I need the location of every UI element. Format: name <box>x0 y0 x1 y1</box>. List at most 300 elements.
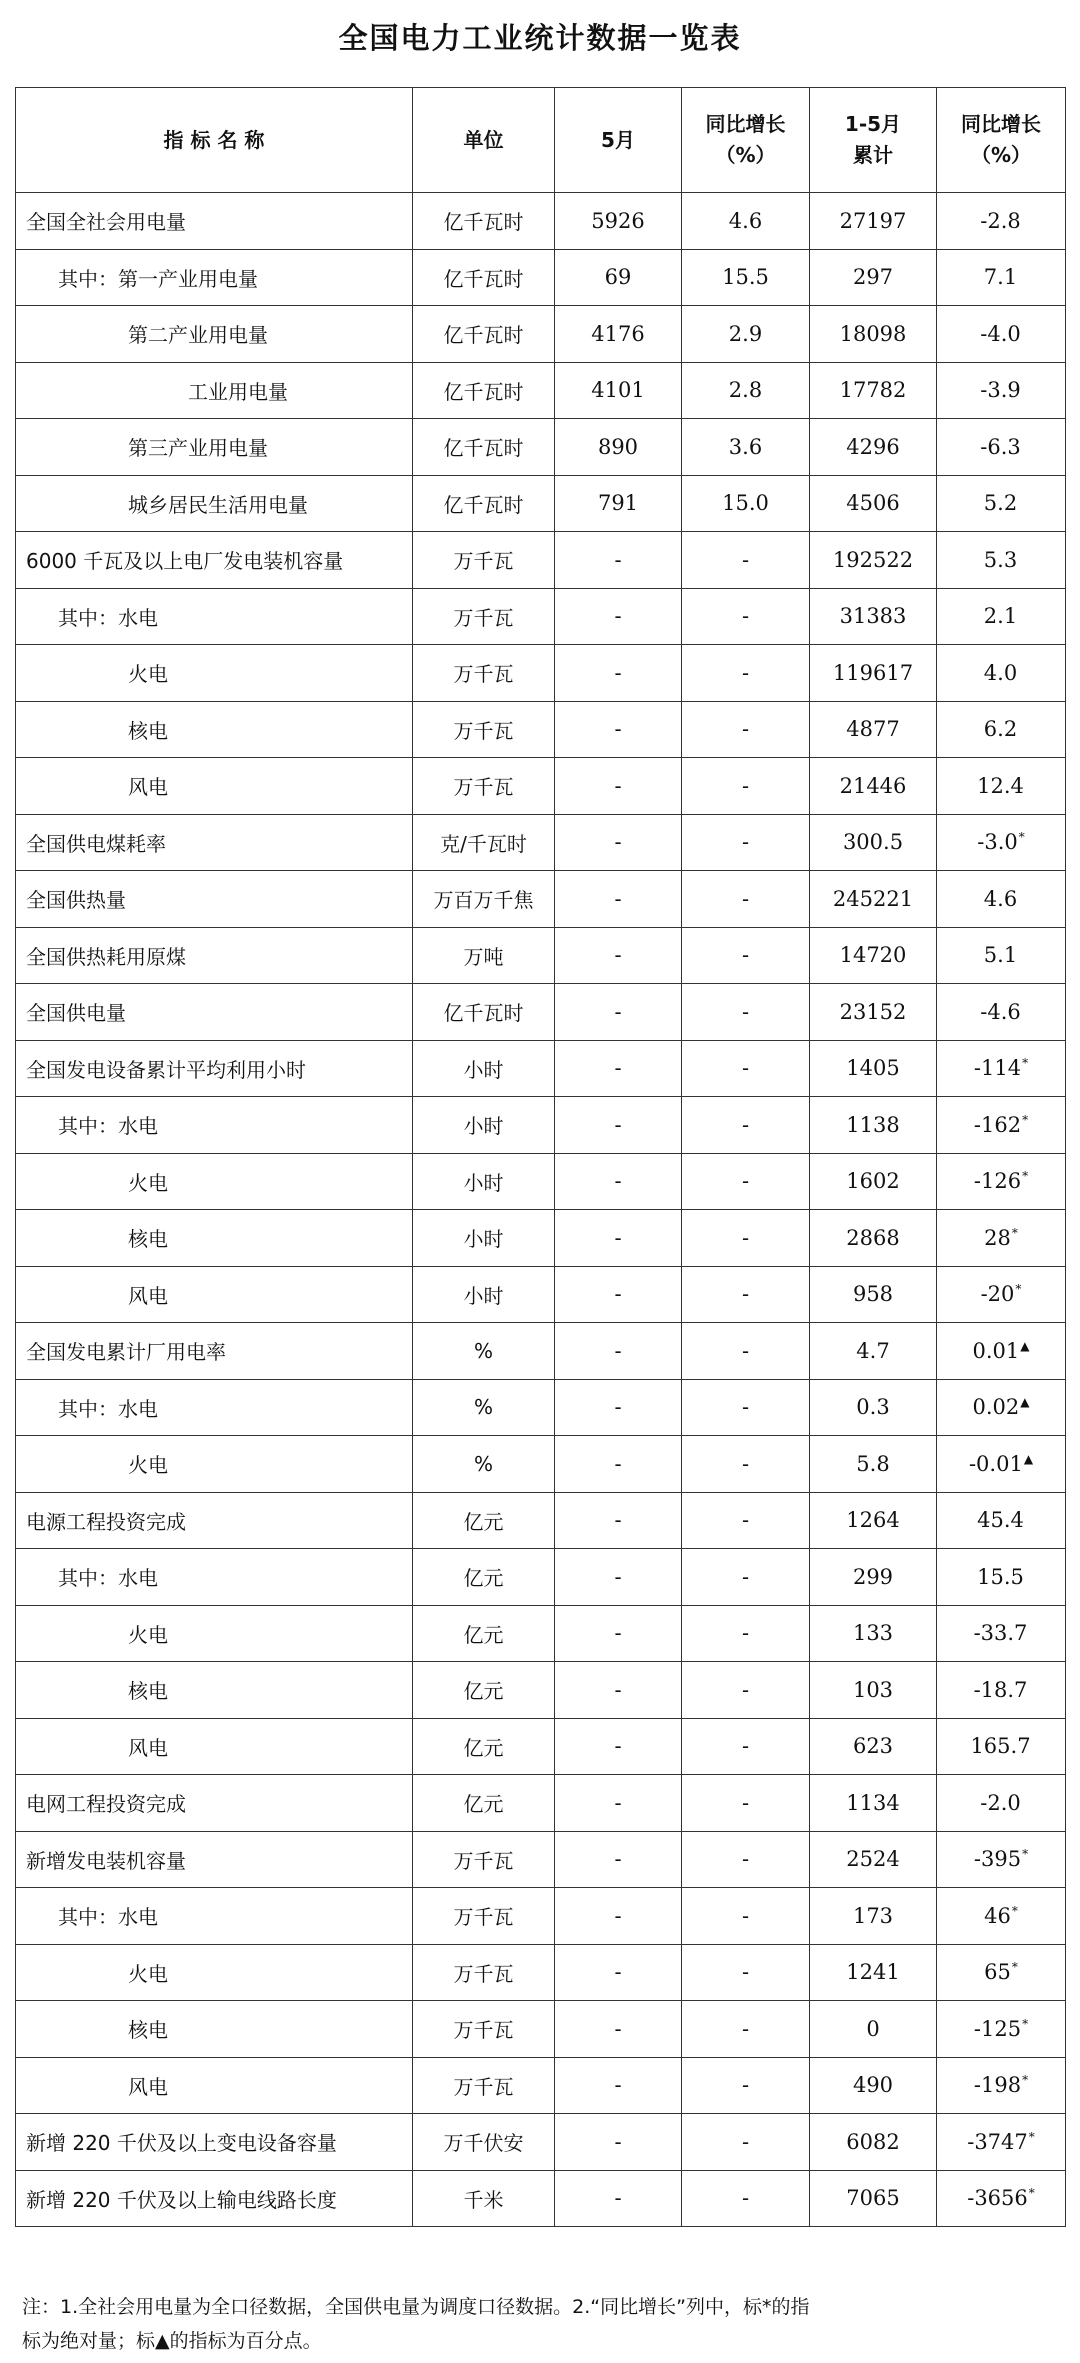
cell-indicator-name-text: 火电 <box>128 1453 168 1478</box>
cell-unit <box>413 1775 555 1832</box>
cell-ytd-yoy-text: -20 <box>980 1282 1015 1307</box>
cell-may-value-text: - <box>614 1338 622 1363</box>
cell-unit-text: 万千瓦 <box>453 775 514 800</box>
cell-indicator-name <box>16 1323 413 1380</box>
cell-ytd-value <box>810 1605 937 1662</box>
cell-indicator-name-text: 火电 <box>128 1622 168 1647</box>
cell-may-yoy-text: - <box>741 830 750 855</box>
cell-indicator-name <box>16 1718 413 1775</box>
cell-indicator-name <box>16 1097 413 1154</box>
cell-indicator-name-text: 新增 220 千伏及以上输电线路长度 <box>26 2187 337 2212</box>
cell-indicator-name-text: 风电 <box>128 1735 168 1760</box>
cell-may-yoy-text: - <box>741 2073 750 2098</box>
cell-unit-text: 万千瓦 <box>453 605 514 630</box>
cell-unit <box>413 306 555 363</box>
cell-ytd-yoy-text: -3.9 <box>980 378 1021 403</box>
cell-unit <box>413 1662 555 1719</box>
cell-ytd-value-text: 1241 <box>846 1960 900 1985</box>
cell-may-yoy-text: 15.0 <box>722 491 769 516</box>
cell-unit <box>413 1153 555 1210</box>
cell-may-value-text: - <box>614 604 622 629</box>
table-row <box>16 1153 1066 1210</box>
cell-ytd-value <box>810 1040 937 1097</box>
cell-ytd-yoy <box>937 1266 1066 1323</box>
cell-indicator-name <box>16 645 413 702</box>
cell-may-yoy <box>682 2057 810 2114</box>
cell-indicator-name-text: 全国供热耗用原煤 <box>26 944 186 969</box>
cell-ytd-value <box>810 1266 937 1323</box>
cell-may-value <box>555 1210 682 1267</box>
page-title: 全国电力工业统计数据一览表 <box>338 21 742 55</box>
cell-ytd-yoy-text: -395 <box>973 1847 1022 1872</box>
table-row <box>16 1097 1066 1154</box>
cell-may-yoy <box>682 1775 810 1832</box>
cell-may-value-text: - <box>614 1621 622 1646</box>
cell-may-value-text: - <box>614 1056 622 1081</box>
cell-may-yoy <box>682 1718 810 1775</box>
cell-may-value-text: - <box>614 1508 622 1533</box>
cell-unit-text: 亿元 <box>463 1509 504 1534</box>
cell-ytd-value-text: 7065 <box>846 2186 900 2211</box>
cell-may-yoy <box>682 2170 810 2227</box>
cell-ytd-value-text: 0 <box>866 2016 880 2041</box>
cell-ytd-yoy <box>937 1436 1066 1493</box>
cell-may-yoy-text: 4.6 <box>728 208 763 233</box>
cell-indicator-name <box>16 532 413 589</box>
table-row <box>16 758 1066 815</box>
cell-may-value-text: - <box>614 1451 622 1476</box>
cell-indicator-name <box>16 2057 413 2114</box>
cell-unit <box>413 871 555 928</box>
cell-ytd-yoy <box>937 475 1066 532</box>
footnote-mark: * <box>1022 1169 1029 1184</box>
cell-may-yoy <box>682 701 810 758</box>
footnote-mark: * <box>1011 1225 1018 1240</box>
table-row <box>16 588 1066 645</box>
cell-unit <box>413 1944 555 2001</box>
cell-may-yoy-text: - <box>741 1903 750 1928</box>
cell-ytd-value-text: 490 <box>852 2073 894 2098</box>
table-row <box>16 1379 1066 1436</box>
cell-indicator-name-text: 第二产业用电量 <box>128 323 268 348</box>
table-row <box>16 871 1066 928</box>
cell-may-value-text: - <box>614 773 622 798</box>
cell-may-value <box>555 249 682 306</box>
cell-unit-text: 亿千瓦时 <box>443 492 524 517</box>
cell-may-value <box>555 1492 682 1549</box>
cell-may-value-text: 890 <box>597 434 639 459</box>
cell-may-value <box>555 814 682 871</box>
cell-may-value-text: - <box>614 2186 622 2211</box>
cell-may-yoy-text: - <box>741 1847 750 1872</box>
cell-ytd-value <box>810 1888 937 1945</box>
cell-unit-text: 亿千瓦时 <box>443 323 524 348</box>
cell-may-value-text: - <box>614 999 622 1024</box>
cell-ytd-yoy-text: -3747 <box>967 2129 1028 2154</box>
cell-may-value <box>555 1605 682 1662</box>
table-row <box>16 1549 1066 1606</box>
cell-ytd-value <box>810 814 937 871</box>
cell-ytd-value <box>810 871 937 928</box>
cell-ytd-yoy <box>937 1492 1066 1549</box>
cell-unit <box>413 588 555 645</box>
cell-indicator-name <box>16 2170 413 2227</box>
cell-indicator-name-text: 电源工程投资完成 <box>26 1509 186 1534</box>
cell-may-value-text: - <box>614 943 622 968</box>
cell-ytd-value-text: 958 <box>852 1282 894 1307</box>
cell-unit-text: 万千瓦 <box>453 1961 514 1986</box>
cell-may-value <box>555 701 682 758</box>
cell-ytd-value-text: 18098 <box>839 321 907 346</box>
cell-may-value <box>555 1718 682 1775</box>
cell-indicator-name-text: 新增发电装机容量 <box>26 1848 186 1873</box>
cell-indicator-name <box>16 927 413 984</box>
cell-indicator-name <box>16 419 413 476</box>
cell-may-yoy-text: - <box>741 999 750 1024</box>
table-row <box>16 419 1066 476</box>
cell-unit <box>413 984 555 1041</box>
cell-may-value <box>555 645 682 702</box>
cell-ytd-value <box>810 984 937 1041</box>
cell-may-yoy <box>682 1379 810 1436</box>
table-row <box>16 1888 1066 1945</box>
cell-unit-text: 万吨 <box>463 944 504 969</box>
cell-ytd-value <box>810 362 937 419</box>
cell-may-value <box>555 1549 682 1606</box>
cell-may-yoy-text: - <box>741 660 750 685</box>
cell-may-value-text: - <box>614 1395 622 1420</box>
cell-ytd-value <box>810 758 937 815</box>
cell-indicator-name <box>16 1775 413 1832</box>
cell-indicator-name-text: 全国供热量 <box>26 888 126 913</box>
cell-may-value-text: - <box>614 1282 622 1307</box>
cell-indicator-name <box>16 1944 413 2001</box>
cell-indicator-name-text: 全国供电煤耗率 <box>26 831 166 856</box>
cell-indicator-name <box>16 758 413 815</box>
cell-ytd-yoy-text: 0.01 <box>972 1338 1020 1363</box>
cell-indicator-name <box>16 871 413 928</box>
cell-ytd-value <box>810 1210 937 1267</box>
cell-ytd-yoy-text: 2.1 <box>983 604 1018 629</box>
table-row <box>16 814 1066 871</box>
cell-ytd-yoy-text: 12.4 <box>977 773 1024 798</box>
cell-may-value <box>555 2170 682 2227</box>
cell-may-yoy <box>682 193 810 250</box>
cell-ytd-yoy-text: 6.2 <box>983 717 1018 742</box>
cell-ytd-yoy <box>937 1379 1066 1436</box>
cell-unit <box>413 1549 555 1606</box>
cell-unit-text: 万千瓦 <box>453 662 514 687</box>
cell-may-yoy <box>682 362 810 419</box>
cell-ytd-yoy-text: 46 <box>984 1903 1011 1928</box>
table-row <box>16 1831 1066 1888</box>
table-row <box>16 1210 1066 1267</box>
cell-unit <box>413 701 555 758</box>
cell-ytd-yoy <box>937 193 1066 250</box>
cell-may-value-text: - <box>614 886 622 911</box>
cell-unit-text: 千米 <box>463 2187 504 2212</box>
cell-unit-text: 亿元 <box>463 1679 504 1704</box>
cell-may-value-text: - <box>614 1790 622 1815</box>
cell-may-yoy <box>682 1436 810 1493</box>
cell-ytd-yoy <box>937 1153 1066 1210</box>
cell-indicator-name-text: 6000 千瓦及以上电厂发电装机容量 <box>26 549 344 574</box>
cell-may-yoy-text: - <box>741 2129 750 2154</box>
cell-ytd-yoy <box>937 1605 1066 1662</box>
cell-may-yoy <box>682 306 810 363</box>
cell-ytd-yoy <box>937 249 1066 306</box>
cell-indicator-name <box>16 984 413 1041</box>
cell-indicator-name-text: 其中：水电 <box>58 1396 158 1421</box>
cell-may-value <box>555 1266 682 1323</box>
cell-may-value <box>555 2114 682 2171</box>
table-row <box>16 306 1066 363</box>
cell-ytd-value-text: 1602 <box>846 1169 900 1194</box>
cell-may-value <box>555 758 682 815</box>
table-row <box>16 984 1066 1041</box>
cell-ytd-value-text: 6082 <box>846 2129 900 2154</box>
cell-may-yoy <box>682 1888 810 1945</box>
cell-ytd-value <box>810 1492 937 1549</box>
cell-indicator-name-text: 全国供电量 <box>26 1001 126 1026</box>
cell-may-value <box>555 1944 682 2001</box>
cell-unit-text: 小时 <box>463 1283 504 1308</box>
cell-unit-text: 小时 <box>463 1227 504 1252</box>
cell-may-yoy <box>682 1153 810 1210</box>
cell-indicator-name-text: 核电 <box>128 2018 168 2043</box>
cell-may-yoy <box>682 532 810 589</box>
cell-may-yoy <box>682 1662 810 1719</box>
cell-indicator-name-text: 风电 <box>128 2074 168 2099</box>
cell-indicator-name <box>16 1831 413 1888</box>
cell-ytd-yoy-text: 45.4 <box>977 1508 1024 1533</box>
cell-may-value <box>555 193 682 250</box>
cell-may-yoy <box>682 814 810 871</box>
cell-ytd-yoy <box>937 927 1066 984</box>
cell-ytd-yoy <box>937 1097 1066 1154</box>
cell-indicator-name <box>16 362 413 419</box>
cell-may-yoy-text: - <box>741 1451 750 1476</box>
cell-may-value-text: - <box>614 1564 622 1589</box>
cell-ytd-value-text: 103 <box>852 1677 894 1702</box>
cell-ytd-value <box>810 588 937 645</box>
footnote-mark: * <box>1028 2129 1035 2144</box>
cell-ytd-yoy <box>937 814 1066 871</box>
cell-ytd-value-text: 2524 <box>846 1847 900 1872</box>
cell-unit <box>413 249 555 306</box>
cell-indicator-name-text: 新增 220 千伏及以上变电设备容量 <box>26 2131 337 2156</box>
cell-may-value <box>555 984 682 1041</box>
cell-may-value-text: - <box>614 1225 622 1250</box>
cell-may-yoy <box>682 645 810 702</box>
cell-may-value <box>555 2001 682 2058</box>
cell-unit-text: 万千瓦 <box>453 1848 514 1873</box>
cell-may-yoy <box>682 1210 810 1267</box>
cell-indicator-name <box>16 249 413 306</box>
cell-unit <box>413 1323 555 1380</box>
cell-ytd-yoy <box>937 1210 1066 1267</box>
cell-indicator-name <box>16 1662 413 1719</box>
cell-may-value <box>555 1153 682 1210</box>
cell-may-yoy-text: - <box>741 943 750 968</box>
cell-indicator-name-text: 第三产业用电量 <box>128 436 268 461</box>
table-row <box>16 1040 1066 1097</box>
cell-ytd-value-text: 0.3 <box>856 1395 890 1420</box>
cell-ytd-value <box>810 1662 937 1719</box>
statistics-table <box>15 87 1066 2227</box>
cell-unit-text: 万千瓦 <box>453 2018 514 2043</box>
table-row <box>16 645 1066 702</box>
cell-ytd-value-text: 1405 <box>846 1056 900 1081</box>
footnote-mark: * <box>1022 2016 1029 2031</box>
cell-indicator-name <box>16 306 413 363</box>
cell-unit-text: 万千伏安 <box>443 2131 524 2156</box>
cell-may-yoy <box>682 419 810 476</box>
cell-ytd-yoy <box>937 758 1066 815</box>
cell-may-value-text: - <box>614 1960 622 1985</box>
cell-indicator-name <box>16 1888 413 1945</box>
cell-may-value-text: - <box>614 2073 622 2098</box>
cell-indicator-name <box>16 2114 413 2171</box>
cell-may-value <box>555 588 682 645</box>
cell-ytd-value-text: 1138 <box>846 1112 900 1137</box>
cell-indicator-name-text: 其中：水电 <box>58 1114 158 1139</box>
cell-ytd-value-text: 23152 <box>839 999 907 1024</box>
cell-may-yoy <box>682 1944 810 2001</box>
cell-may-yoy <box>682 1040 810 1097</box>
table-row <box>16 475 1066 532</box>
cell-unit <box>413 1888 555 1945</box>
cell-ytd-yoy <box>937 2170 1066 2227</box>
cell-may-yoy <box>682 1097 810 1154</box>
cell-may-value <box>555 306 682 363</box>
cell-ytd-value <box>810 2001 937 2058</box>
cell-may-value-text: - <box>614 1169 622 1194</box>
cell-unit <box>413 758 555 815</box>
cell-may-value-text: 4101 <box>591 378 645 403</box>
cell-unit-text: 克/千瓦时 <box>440 831 527 856</box>
cell-may-value <box>555 1831 682 1888</box>
cell-may-value <box>555 1662 682 1719</box>
cell-ytd-yoy <box>937 1662 1066 1719</box>
header-unit: 单位 <box>413 88 555 193</box>
cell-may-yoy-text: - <box>741 1338 750 1363</box>
cell-may-yoy-text: - <box>741 547 750 572</box>
cell-may-yoy <box>682 927 810 984</box>
footnote-mark: * <box>1018 830 1025 845</box>
cell-ytd-value <box>810 1718 937 1775</box>
cell-ytd-yoy-text: 5.1 <box>983 943 1018 968</box>
cell-ytd-value <box>810 645 937 702</box>
cell-may-yoy-text: - <box>741 1960 750 1985</box>
table-body <box>16 193 1066 2227</box>
cell-ytd-yoy-text: 4.0 <box>983 660 1018 685</box>
cell-may-value <box>555 1436 682 1493</box>
table-row <box>16 1492 1066 1549</box>
footnote-mark: * <box>1028 2186 1035 2201</box>
cell-ytd-yoy <box>937 1944 1066 2001</box>
cell-may-value-text: - <box>614 660 622 685</box>
cell-may-yoy-text: - <box>741 1790 750 1815</box>
cell-indicator-name <box>16 1492 413 1549</box>
cell-may-yoy-text: 2.9 <box>728 321 763 346</box>
cell-ytd-yoy-text: -198 <box>973 2073 1022 2098</box>
cell-indicator-name <box>16 193 413 250</box>
cell-unit <box>413 2001 555 2058</box>
cell-ytd-value <box>810 306 937 363</box>
cell-indicator-name <box>16 2001 413 2058</box>
cell-unit-text: 小时 <box>463 1114 504 1139</box>
cell-ytd-value-text: 2868 <box>846 1225 900 1250</box>
cell-ytd-value-text: 14720 <box>839 943 907 968</box>
cell-may-value-text: - <box>614 1847 622 1872</box>
cell-unit-text: 小时 <box>463 1170 504 1195</box>
cell-ytd-value-text: 1134 <box>846 1790 900 1815</box>
cell-may-value-text: - <box>614 1903 622 1928</box>
cell-may-yoy <box>682 1492 810 1549</box>
cell-unit <box>413 1492 555 1549</box>
cell-unit-text: 万百万千焦 <box>433 888 534 913</box>
cell-may-yoy <box>682 475 810 532</box>
cell-ytd-yoy-text: 15.5 <box>977 1564 1024 1589</box>
cell-ytd-value <box>810 193 937 250</box>
cell-unit <box>413 1379 555 1436</box>
cell-ytd-value-text: 4296 <box>846 434 900 459</box>
table-row <box>16 1775 1066 1832</box>
cell-ytd-yoy <box>937 1040 1066 1097</box>
cell-may-yoy-text: 3.6 <box>728 434 763 459</box>
cell-unit <box>413 1210 555 1267</box>
cell-unit-text: 万千瓦 <box>453 549 514 574</box>
table-row <box>16 2170 1066 2227</box>
cell-ytd-value-text: 119617 <box>832 660 914 685</box>
footnote-line-2: 标为绝对量；标▲的指标为百分点。 <box>22 2330 322 2352</box>
cell-indicator-name-text: 其中：水电 <box>58 1566 158 1591</box>
cell-may-yoy <box>682 2001 810 2058</box>
cell-may-yoy-text: - <box>741 1282 750 1307</box>
footnote-mark: * <box>1022 1847 1029 1862</box>
cell-unit <box>413 475 555 532</box>
cell-may-value-text: - <box>614 1112 622 1137</box>
cell-ytd-yoy-text: -126 <box>973 1169 1022 1194</box>
cell-indicator-name-text: 火电 <box>128 662 168 687</box>
header-ytd-yoy <box>937 88 1066 193</box>
cell-may-yoy <box>682 1605 810 1662</box>
cell-unit <box>413 1718 555 1775</box>
footnote-mark: ▲ <box>1020 1338 1030 1353</box>
header-may-yoy-line1: 同比增长 <box>705 112 786 136</box>
cell-indicator-name-text: 全国发电累计厂用电率 <box>26 1340 226 1365</box>
cell-may-yoy <box>682 1266 810 1323</box>
cell-ytd-yoy-text: -4.0 <box>980 321 1021 346</box>
cell-ytd-value <box>810 1153 937 1210</box>
cell-indicator-name-text: 火电 <box>128 1961 168 1986</box>
cell-may-value <box>555 1888 682 1945</box>
cell-indicator-name-text: 其中：水电 <box>58 1905 158 1930</box>
table-row <box>16 1436 1066 1493</box>
cell-ytd-value-text: 4506 <box>846 491 900 516</box>
cell-unit-text: 亿千瓦时 <box>443 210 524 235</box>
cell-may-yoy-text: - <box>741 2186 750 2211</box>
cell-may-value <box>555 871 682 928</box>
cell-may-yoy-text: - <box>741 1395 750 1420</box>
table-row <box>16 1266 1066 1323</box>
cell-ytd-value-text: 4.7 <box>856 1338 890 1363</box>
cell-indicator-name-text: 核电 <box>128 718 168 743</box>
cell-indicator-name-text: 城乡居民生活用电量 <box>128 492 308 517</box>
cell-indicator-name-text: 风电 <box>128 1283 168 1308</box>
cell-unit <box>413 532 555 589</box>
